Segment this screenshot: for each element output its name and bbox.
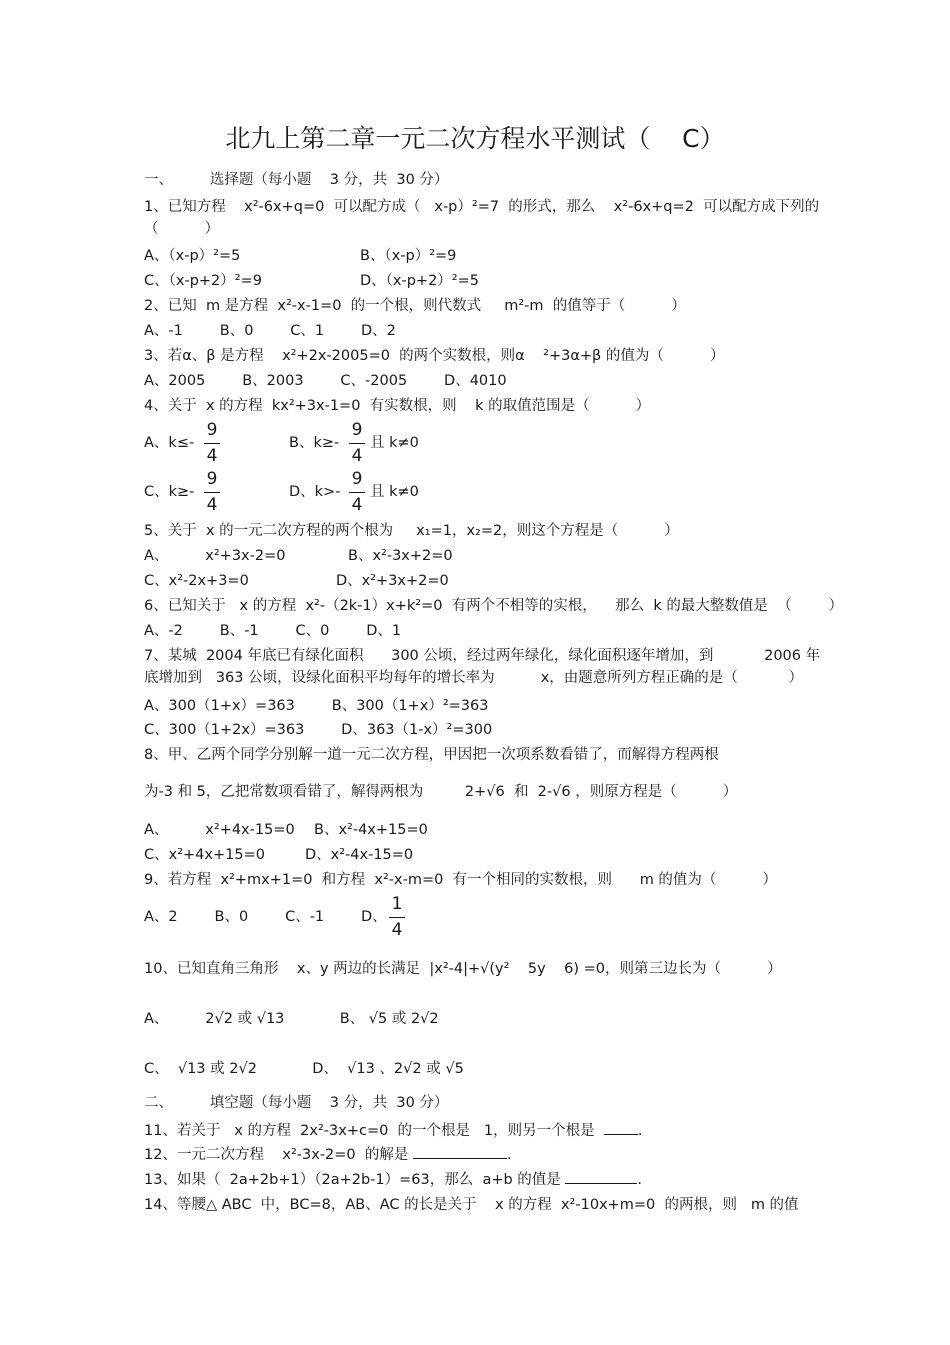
question-2-stem: 2、已知 m 是方程 x²-x-1=0 的一个根，则代数式 m²-m 的值等于（ ） <box>144 298 686 314</box>
question-12-stem <box>144 1144 512 1165</box>
question-1-option-c: C、（x-p+2）²=9 <box>144 273 262 289</box>
question-10-options-cd: C、 √13 或 2√2 D、 √13 、2√2 或 √5 <box>144 1061 464 1077</box>
question-4-option-b-condition: 且 k≠0 <box>370 435 419 451</box>
question-7-stem-line-1: 7、某城 2004 年底已有绿化面积 300 公顷，经过两年绿化，绿化面积逐年增加，到 2006 年 <box>144 648 821 664</box>
question-8-stem-line-1: 8、甲、乙两个同学分别解一道一元二次方程，甲因把一次项系数看错了，而解得方程两根 <box>144 747 719 763</box>
fraction-denominator: 4 <box>391 920 403 940</box>
fraction-bar <box>349 492 365 493</box>
fraction-denominator: 4 <box>351 446 363 466</box>
question-9-stem: 9、若方程 x²+mx+1=0 和方程 x²-x-m=0 有一个相同的实数根，则 m 的值为（ ） <box>144 872 778 888</box>
question-1-answer-bracket: （ ） <box>144 221 220 237</box>
fraction-denominator: 4 <box>351 495 363 515</box>
question-8-option-b: B、x²-4x+15=0 <box>314 822 428 838</box>
question-3-stem: 3、若α、β 是方程 x²+2x-2005=0 的两个实数根，则α ²+3α+β 的值为（ ） <box>144 348 725 364</box>
question-5-option-a: A、 x²+3x-2=0 <box>144 548 286 564</box>
question-7-options-ab: A、300（1+x）=363 B、300（1+x）²=363 <box>144 698 489 714</box>
question-4-option-b: B、k≥- <box>289 435 340 451</box>
fraction-bar <box>204 443 220 444</box>
question-7-options-cd: C、300（1+2x）=363 D、363（1-x）²=300 <box>144 722 493 738</box>
fraction-numerator: 9 <box>206 420 218 440</box>
fraction-bar <box>349 443 365 444</box>
question-5-option-c: C、x²-2x+3=0 <box>144 573 249 589</box>
question-13-text: 13、如果（ 2a+2b+1）（2a+2b-1）=63，那么 a+b 的值是 <box>144 1172 561 1188</box>
question-4-option-d: D、k>- <box>289 484 341 500</box>
question-4-option-c: C、k≥- <box>144 484 195 500</box>
question-4-option-d-condition: 且 k≠0 <box>370 484 419 500</box>
question-1-option-d: D、（x-p+2）²=5 <box>360 273 479 289</box>
question-11-stem <box>144 1120 642 1141</box>
question-8-option-c: C、x²+4x+15=0 <box>144 847 265 863</box>
question-5-stem: 5、关于 x 的一元二次方程的两个根为 x₁=1，x₂=2，则这个方程是（ ） <box>144 523 679 539</box>
period: . <box>637 1123 643 1139</box>
question-11-text: 11、若关于 x 的方程 2x²-3x+c=0 的一个根是 1，则另一个根是 <box>144 1123 595 1139</box>
fraction-bar <box>389 917 405 918</box>
fraction-numerator: 1 <box>391 894 403 914</box>
question-4-stem: 4、关于 x 的方程 kx²+3x-1=0 有实数根，则 k 的取值范围是（ ） <box>144 398 651 414</box>
answer-blank[interactable] <box>604 1120 638 1135</box>
question-5-option-d: D、x²+3x+2=0 <box>336 573 449 589</box>
question-10-options-ab: A、 2√2 或 √13 B、 √5 或 2√2 <box>144 1011 439 1027</box>
question-8-option-a: A、 x²+4x-15=0 <box>144 822 295 838</box>
question-5-option-b: B、x²-3x+2=0 <box>348 548 453 564</box>
question-1-option-a: A、（x-p）²=5 <box>144 248 241 264</box>
section-heading-fill-in: 二、 填空题（每小题 3 分，共 30 分） <box>144 1095 449 1111</box>
question-1-option-b: B、（x-p）²=9 <box>360 248 457 264</box>
question-13-stem <box>144 1169 642 1190</box>
question-7-stem-line-2: 底增加到 363 公顷，设绿化面积平均每年的增长率为 x，由题意所列方程正确的是（ ） <box>144 670 803 686</box>
question-8-option-d: D、x²-4x-15=0 <box>305 847 414 863</box>
question-14-stem: 14、等腰△ ABC 中，BC=8，AB、AC 的长是关于 x 的方程 x²-10x+m=0 的两根，则 m 的值 <box>144 1197 799 1213</box>
section-heading-choice: 一、 选择题（每小题 3 分，共 30 分） <box>144 172 449 188</box>
page-title: 北九上第二章一元二次方程水平测试（ C） <box>225 124 725 153</box>
fraction-numerator: 9 <box>351 420 363 440</box>
fraction-denominator: 4 <box>206 446 218 466</box>
answer-blank[interactable] <box>565 1169 637 1184</box>
fraction-numerator: 9 <box>351 469 363 489</box>
question-2-options: A、-1 B、0 C、1 D、2 <box>144 323 396 339</box>
question-6-stem: 6、已知关于 x 的方程 x²-（2k-1）x+k²=0 有两个不相等的实根， 那么 k 的最大整数值是 （ ） <box>144 598 843 614</box>
period: . <box>637 1172 643 1188</box>
question-3-options: A、2005 B、2003 C、-2005 D、4010 <box>144 373 507 389</box>
question-1-stem: 1、已知方程 x²-6x+q=0 可以配方成（ x-p）²=7 的形式，那么 x²-6x+q=2 可以配方成下列的 <box>144 199 820 215</box>
question-12-text: 12、一元二次方程 x²-3x-2=0 的解是 <box>144 1147 409 1163</box>
question-10-stem: 10、已知直角三角形 x、y 两边的长满足 |x²-4|+√(y² 5y 6) =0，则第三边长为（ ） <box>144 961 782 977</box>
question-8-stem-line-2: 为-3 和 5，乙把常数项看错了，解得两根为 2+√6 和 2-√6 ，则原方程是（ ） <box>144 784 738 800</box>
fraction-bar <box>204 492 220 493</box>
period: . <box>506 1147 512 1163</box>
answer-blank[interactable] <box>413 1144 507 1159</box>
question-4-option-a: A、k≤- <box>144 435 195 451</box>
question-6-options: A、-2 B、-1 C、0 D、1 <box>144 623 402 639</box>
question-9-options: A、2 B、0 C、-1 D、 <box>144 909 387 925</box>
fraction-denominator: 4 <box>206 495 218 515</box>
fraction-numerator: 9 <box>206 469 218 489</box>
